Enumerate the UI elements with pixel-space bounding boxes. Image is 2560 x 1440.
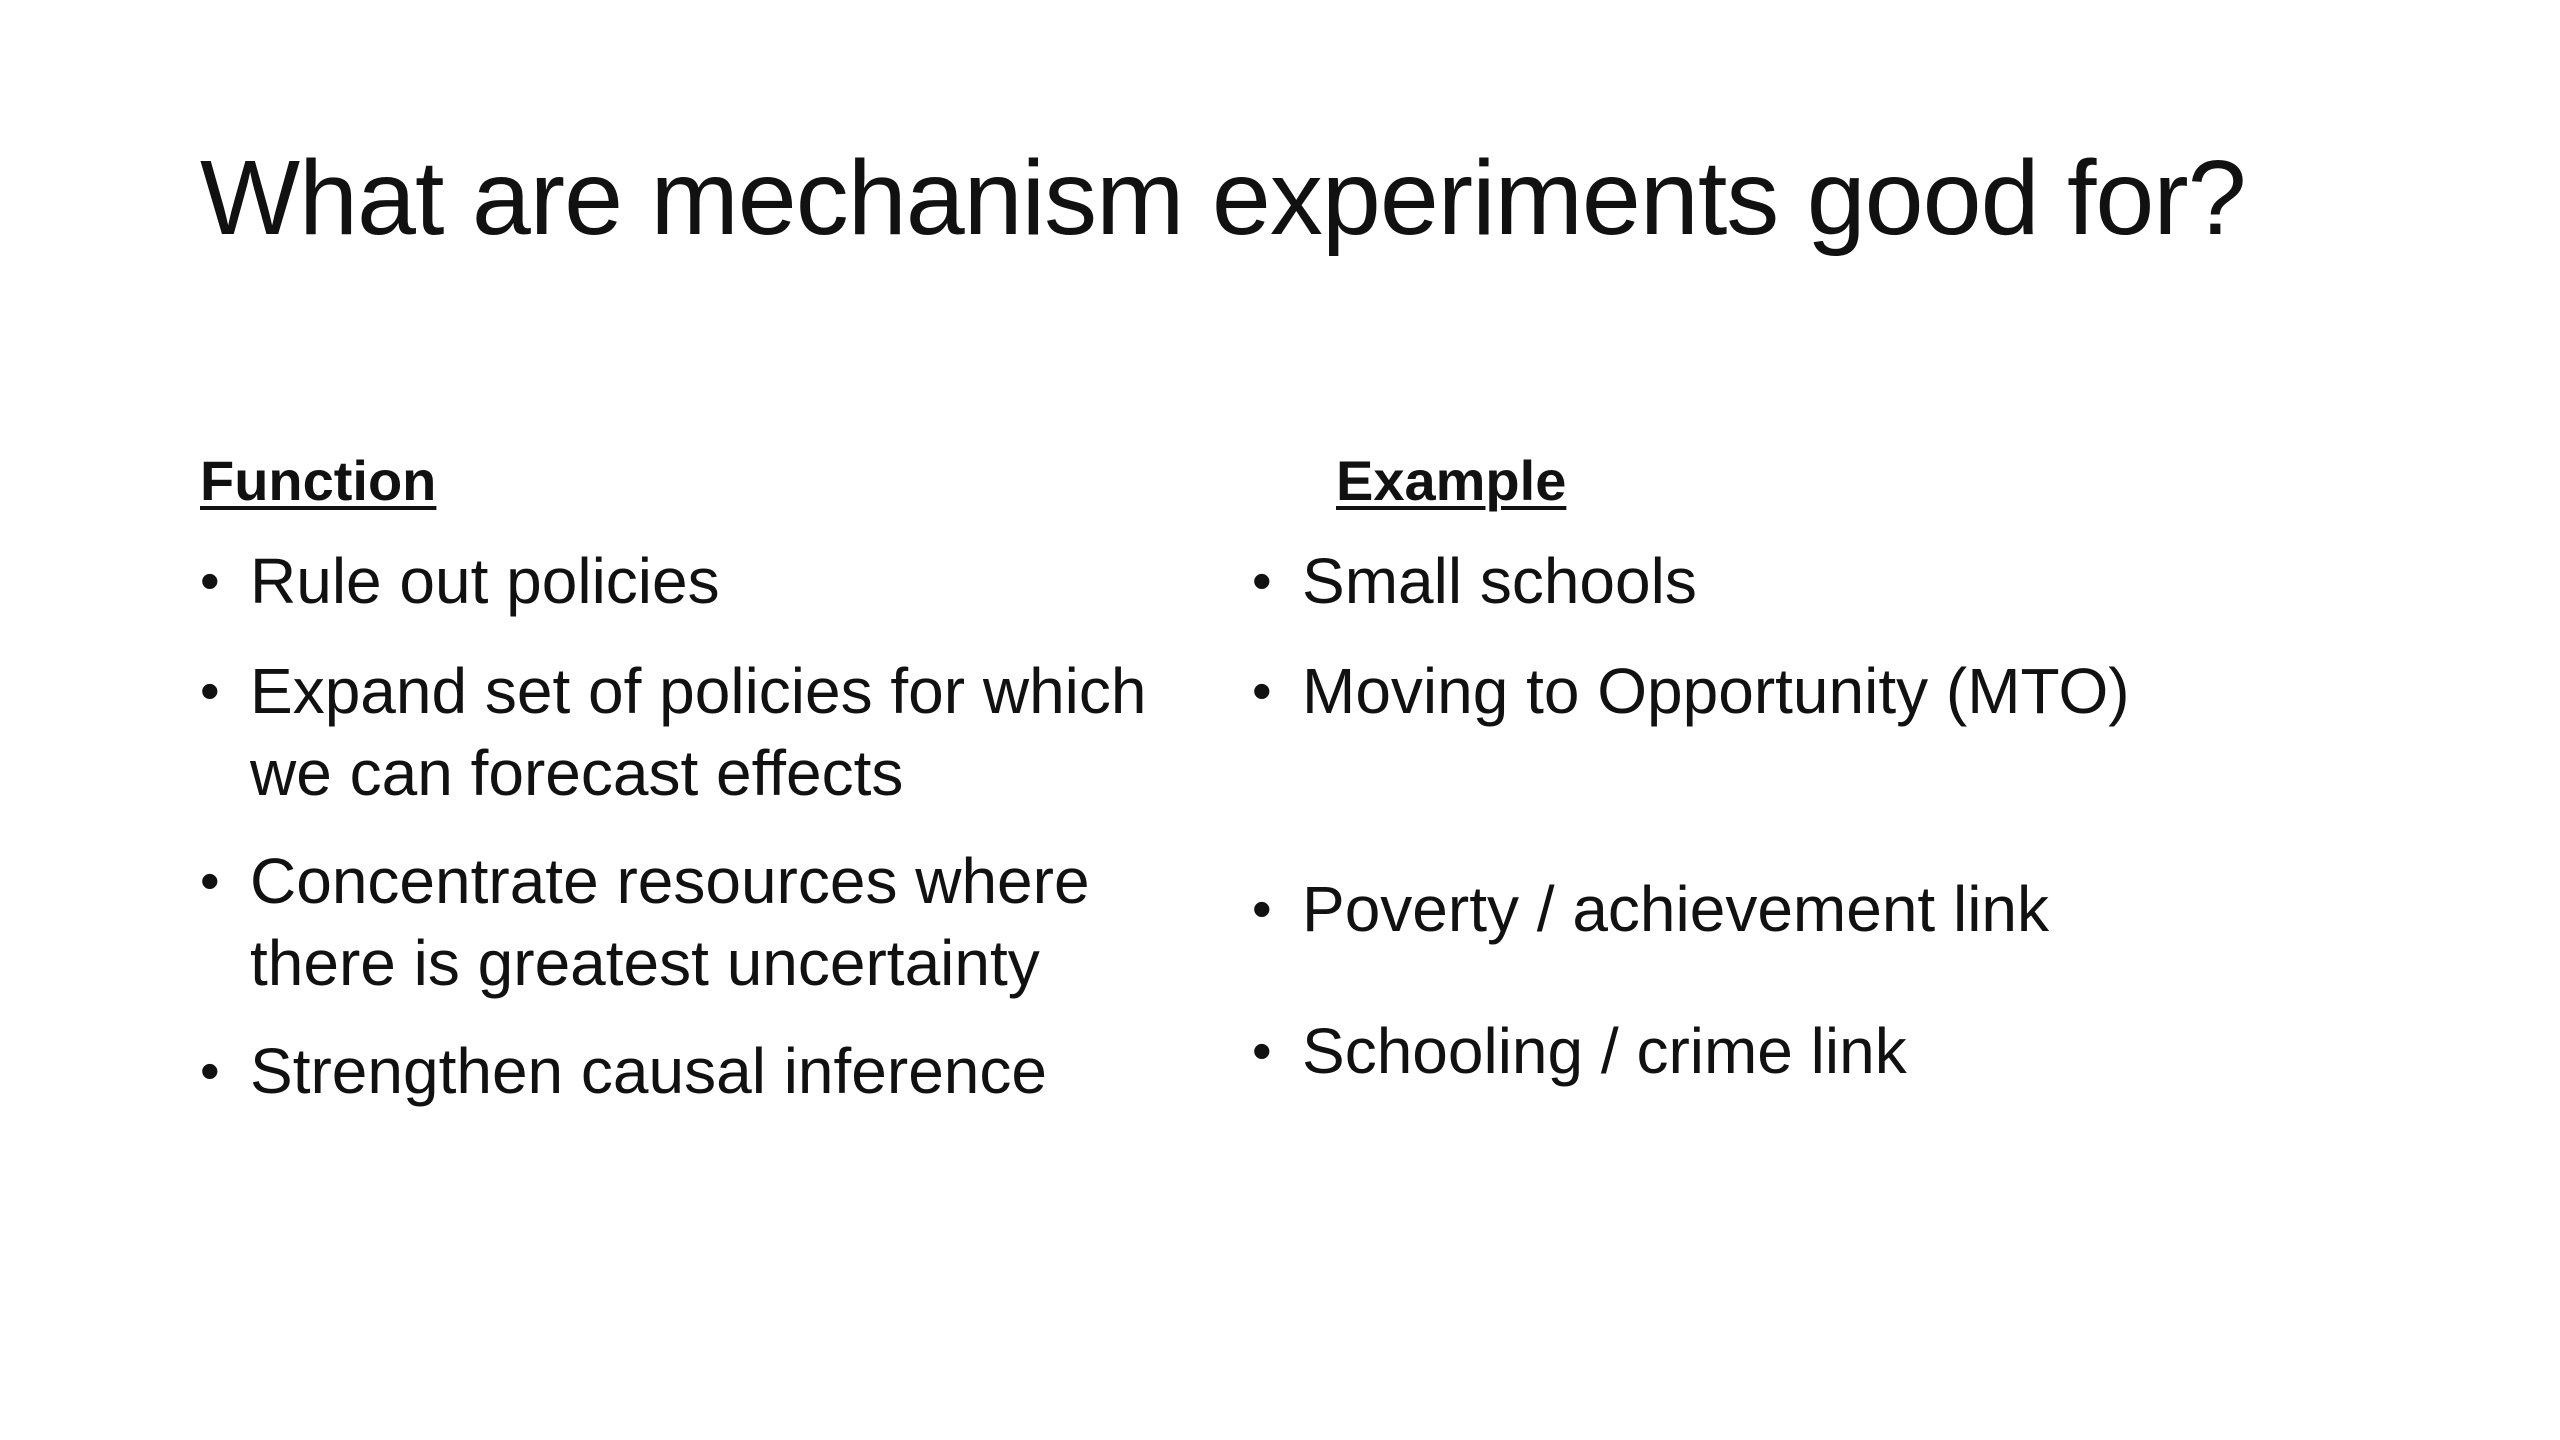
example-column-heading: Example: [1336, 449, 1567, 512]
bullet-dot: •: [200, 549, 220, 612]
example-item-text: Schooling / crime link: [1302, 1015, 1907, 1087]
function-item-line: Rule out policies: [250, 545, 720, 617]
function-item-text: [250, 540, 720, 622]
function-item-text: [250, 840, 1090, 1004]
function-item-line: Strengthen causal inference: [250, 1035, 1047, 1107]
function-column-heading: Function: [200, 449, 437, 512]
slide-title: What are mechanism experiments good for?: [200, 139, 2246, 257]
function-item-line: Expand set of policies for which: [250, 655, 1147, 727]
function-item-text: [250, 1030, 1047, 1112]
bullet-dot: •: [1252, 549, 1272, 612]
bullet-dot: •: [1252, 659, 1272, 722]
bullet-dot: •: [200, 849, 220, 912]
function-item-line: Concentrate resources where: [250, 845, 1090, 917]
bullet-dot: •: [200, 659, 220, 722]
bullet-dot: •: [1252, 877, 1272, 940]
example-item-text: Small schools: [1302, 545, 1697, 617]
function-item-text: [250, 650, 1146, 814]
function-item-line: we can forecast effects: [250, 737, 904, 809]
function-item-line: there is greatest uncertainty: [250, 927, 1040, 999]
bullet-dot: •: [200, 1039, 220, 1102]
example-item-text: Poverty / achievement link: [1302, 873, 2049, 945]
example-item-text: Moving to Opportunity (MTO): [1302, 655, 2130, 727]
bullet-dot: •: [1252, 1019, 1272, 1082]
